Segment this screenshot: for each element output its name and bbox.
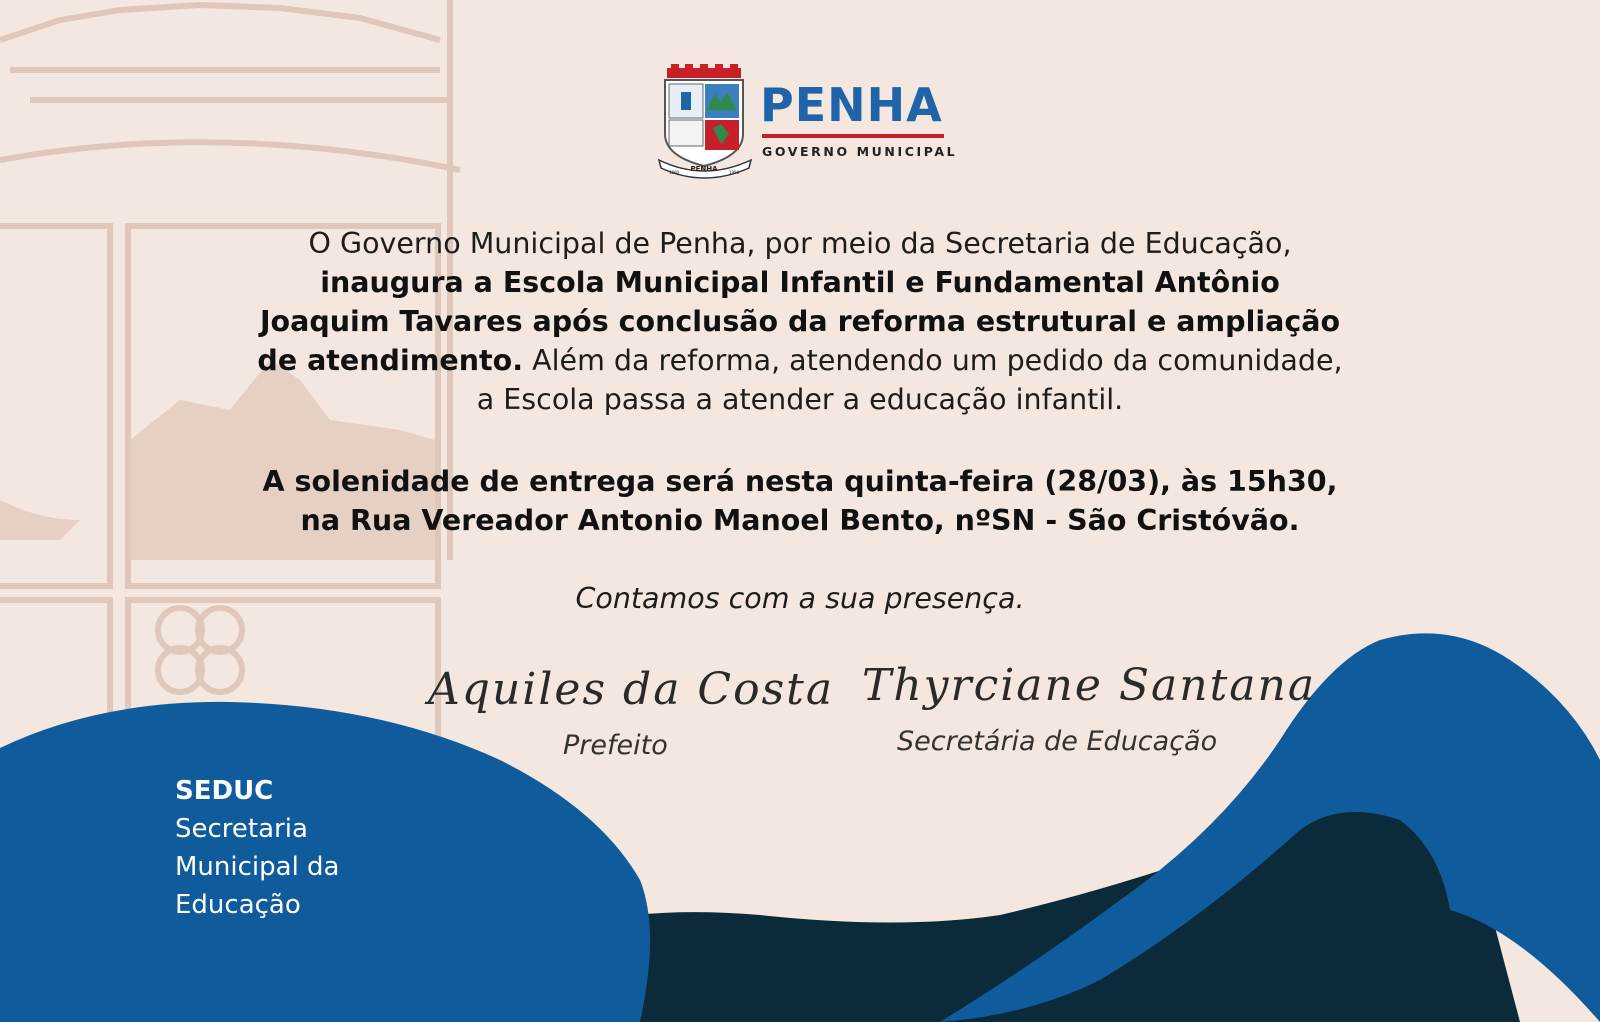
closing-text: Contamos com a sua presença. — [575, 582, 1025, 615]
event-paragraph — [255, 462, 1345, 540]
brand-subtitle: GOVERNO MUNICIPAL — [762, 144, 958, 159]
event-line-date: A solenidade de entrega será nesta quinta-feira (28/03), às 15h30, — [262, 465, 1338, 498]
intro-bold-text: inaugura a Escola Municipal Infantil e Fundamental Antônio Joaquim Tavares após conclusão da reforma estrutural e ampliação de atendimento. — [257, 266, 1341, 377]
signature-role-secretary: Secretária de Educação — [897, 726, 1218, 757]
event-line-address: na Rua Vereador Antonio Manoel Bento, nºSN - São Cristóvão. — [300, 504, 1300, 537]
signature-role-mayor: Prefeito — [563, 730, 668, 761]
intro-line: O Governo Municipal de Penha, por meio da Secretaria de Educação, — [308, 227, 1292, 260]
brand-name: PENHA — [760, 78, 943, 132]
intro-rest-text: Além da reforma, atendendo um pedido da comunidade, a Escola passa a atender a educação infantil. — [476, 344, 1343, 416]
seduc-block — [175, 772, 340, 924]
crest-label: PENHA — [690, 165, 718, 173]
signature-mayor: Aquiles da Costa — [428, 664, 835, 715]
crest-year-left: 1890 — [669, 170, 680, 175]
seduc-line: Secretaria — [175, 814, 308, 844]
intro-paragraph — [255, 224, 1345, 419]
municipal-crest-icon — [655, 64, 755, 182]
penha-logo — [655, 64, 958, 182]
crest-year-right: 1958 — [728, 170, 739, 175]
seduc-line: Municipal da — [175, 852, 340, 882]
seduc-title: SEDUC — [175, 776, 274, 806]
brand-rule — [762, 134, 944, 138]
seduc-line: Educação — [175, 890, 301, 920]
signature-secretary: Thyrciane Santana — [862, 660, 1317, 711]
